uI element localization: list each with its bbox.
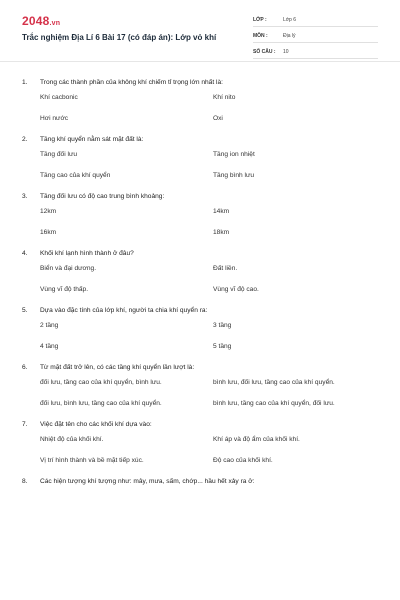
answer-options	[40, 436, 382, 478]
page-title: Trắc nghiệm Địa Lí 6 Bài 17 (có đáp án): Lớp vỏ khí	[22, 33, 217, 42]
question-number: 3.	[22, 193, 28, 200]
answer-option[interactable]: Khí nito	[213, 94, 236, 101]
answer-options	[40, 322, 382, 364]
question-item	[22, 307, 382, 364]
answer-option[interactable]: 14km	[213, 208, 230, 215]
question-text: Khối khí lạnh hình thành ở đâu?	[40, 250, 134, 257]
question-text: Các hiện tượng khí tượng như: mây, mưa, sấm, chớp... hầu hết xảy ra ở:	[40, 478, 255, 485]
answer-options	[40, 208, 382, 250]
answer-option[interactable]: bình lưu, tầng cao của khí quyển, đối lưu.	[213, 400, 335, 407]
answer-options	[40, 379, 382, 421]
question-number: 5.	[22, 307, 28, 314]
answer-option[interactable]: 4 tầng	[40, 343, 59, 350]
meta-value: Địa lý	[283, 32, 296, 39]
meta-value: Lớp 6	[283, 16, 297, 23]
question-item	[22, 193, 382, 250]
question-list	[22, 79, 382, 493]
answer-option[interactable]: 3 tầng	[213, 322, 232, 329]
meta-row-class	[253, 13, 378, 27]
question-item	[22, 136, 382, 193]
answer-option[interactable]: 12km	[40, 208, 57, 215]
answer-option[interactable]: Nhiệt độ của khối khí.	[40, 436, 104, 443]
answer-option[interactable]: 2 tầng	[40, 322, 59, 329]
answer-option[interactable]: Vị trí hình thành và bề mặt tiếp xúc.	[40, 457, 144, 464]
meta-key: SỐ CÂU :	[253, 48, 276, 55]
answer-option[interactable]: 5 tầng	[213, 343, 232, 350]
question-item	[22, 478, 382, 493]
question-number: 6.	[22, 364, 28, 371]
answer-option[interactable]: Vùng vĩ độ thấp.	[40, 286, 89, 293]
answer-option[interactable]: bình lưu, đối lưu, tầng cao của khí quyển.	[213, 379, 335, 386]
answer-option[interactable]: Tầng ion nhiệt	[213, 151, 255, 158]
question-number: 7.	[22, 421, 28, 428]
question-number: 1.	[22, 79, 28, 86]
meta-key: LỚP :	[253, 16, 267, 23]
question-text: Tầng đối lưu có độ cao trung bình khoảng:	[40, 193, 165, 200]
page-header	[0, 0, 400, 62]
question-text: Việc đặt tên cho các khối khí dựa vào:	[40, 421, 152, 428]
answer-option[interactable]: đối lưu, tầng cao của khí quyển, bình lưu.	[40, 379, 162, 386]
answer-option[interactable]: Độ cao của khối khí.	[213, 457, 273, 464]
answer-option[interactable]: Vùng vĩ độ cao.	[213, 286, 259, 293]
answer-option[interactable]: Biển và đại dương.	[40, 265, 97, 272]
answer-option[interactable]: Khí áp và độ ẩm của khối khí.	[213, 436, 300, 443]
question-item	[22, 364, 382, 421]
answer-option[interactable]: Oxi	[213, 115, 223, 122]
answer-option[interactable]: Tầng bình lưu	[213, 172, 255, 179]
answer-option[interactable]: Đất liền.	[213, 265, 238, 272]
question-text: Từ mặt đất trở lên, có các tầng khí quyển lần lượt là:	[40, 364, 195, 371]
meta-key: MÔN :	[253, 32, 268, 39]
worksheet-meta	[253, 13, 378, 61]
question-number: 4.	[22, 250, 28, 257]
answer-option[interactable]: Khí cacbonic	[40, 94, 78, 101]
site-logo[interactable]: 2048.vn	[22, 14, 61, 28]
question-text: Dựa vào đặc tính của lớp khí, người ta chia khí quyển ra:	[40, 307, 208, 314]
answer-option[interactable]: Hơi nước	[40, 115, 69, 122]
answer-options	[40, 151, 382, 193]
question-number: 8.	[22, 478, 28, 485]
answer-options	[40, 94, 382, 136]
question-number: 2.	[22, 136, 28, 143]
meta-value: 10	[283, 48, 289, 55]
question-item	[22, 79, 382, 136]
answer-option[interactable]: Tầng đối lưu	[40, 151, 78, 158]
answer-options	[40, 265, 382, 307]
answer-option[interactable]: Tầng cao của khí quyển	[40, 172, 111, 179]
answer-option[interactable]: 16km	[40, 229, 57, 236]
question-item	[22, 250, 382, 307]
meta-row-question-count	[253, 45, 378, 59]
question-item	[22, 421, 382, 478]
question-text: Tầng khí quyển nằm sát mặt đất là:	[40, 136, 144, 143]
question-text: Trong các thành phần của không khí chiếm tỉ trọng lớn nhất là:	[40, 79, 223, 86]
meta-row-subject	[253, 29, 378, 43]
answer-option[interactable]: 18km	[213, 229, 230, 236]
answer-option[interactable]: đối lưu, bình lưu, tầng cao của khí quyển.	[40, 400, 162, 407]
